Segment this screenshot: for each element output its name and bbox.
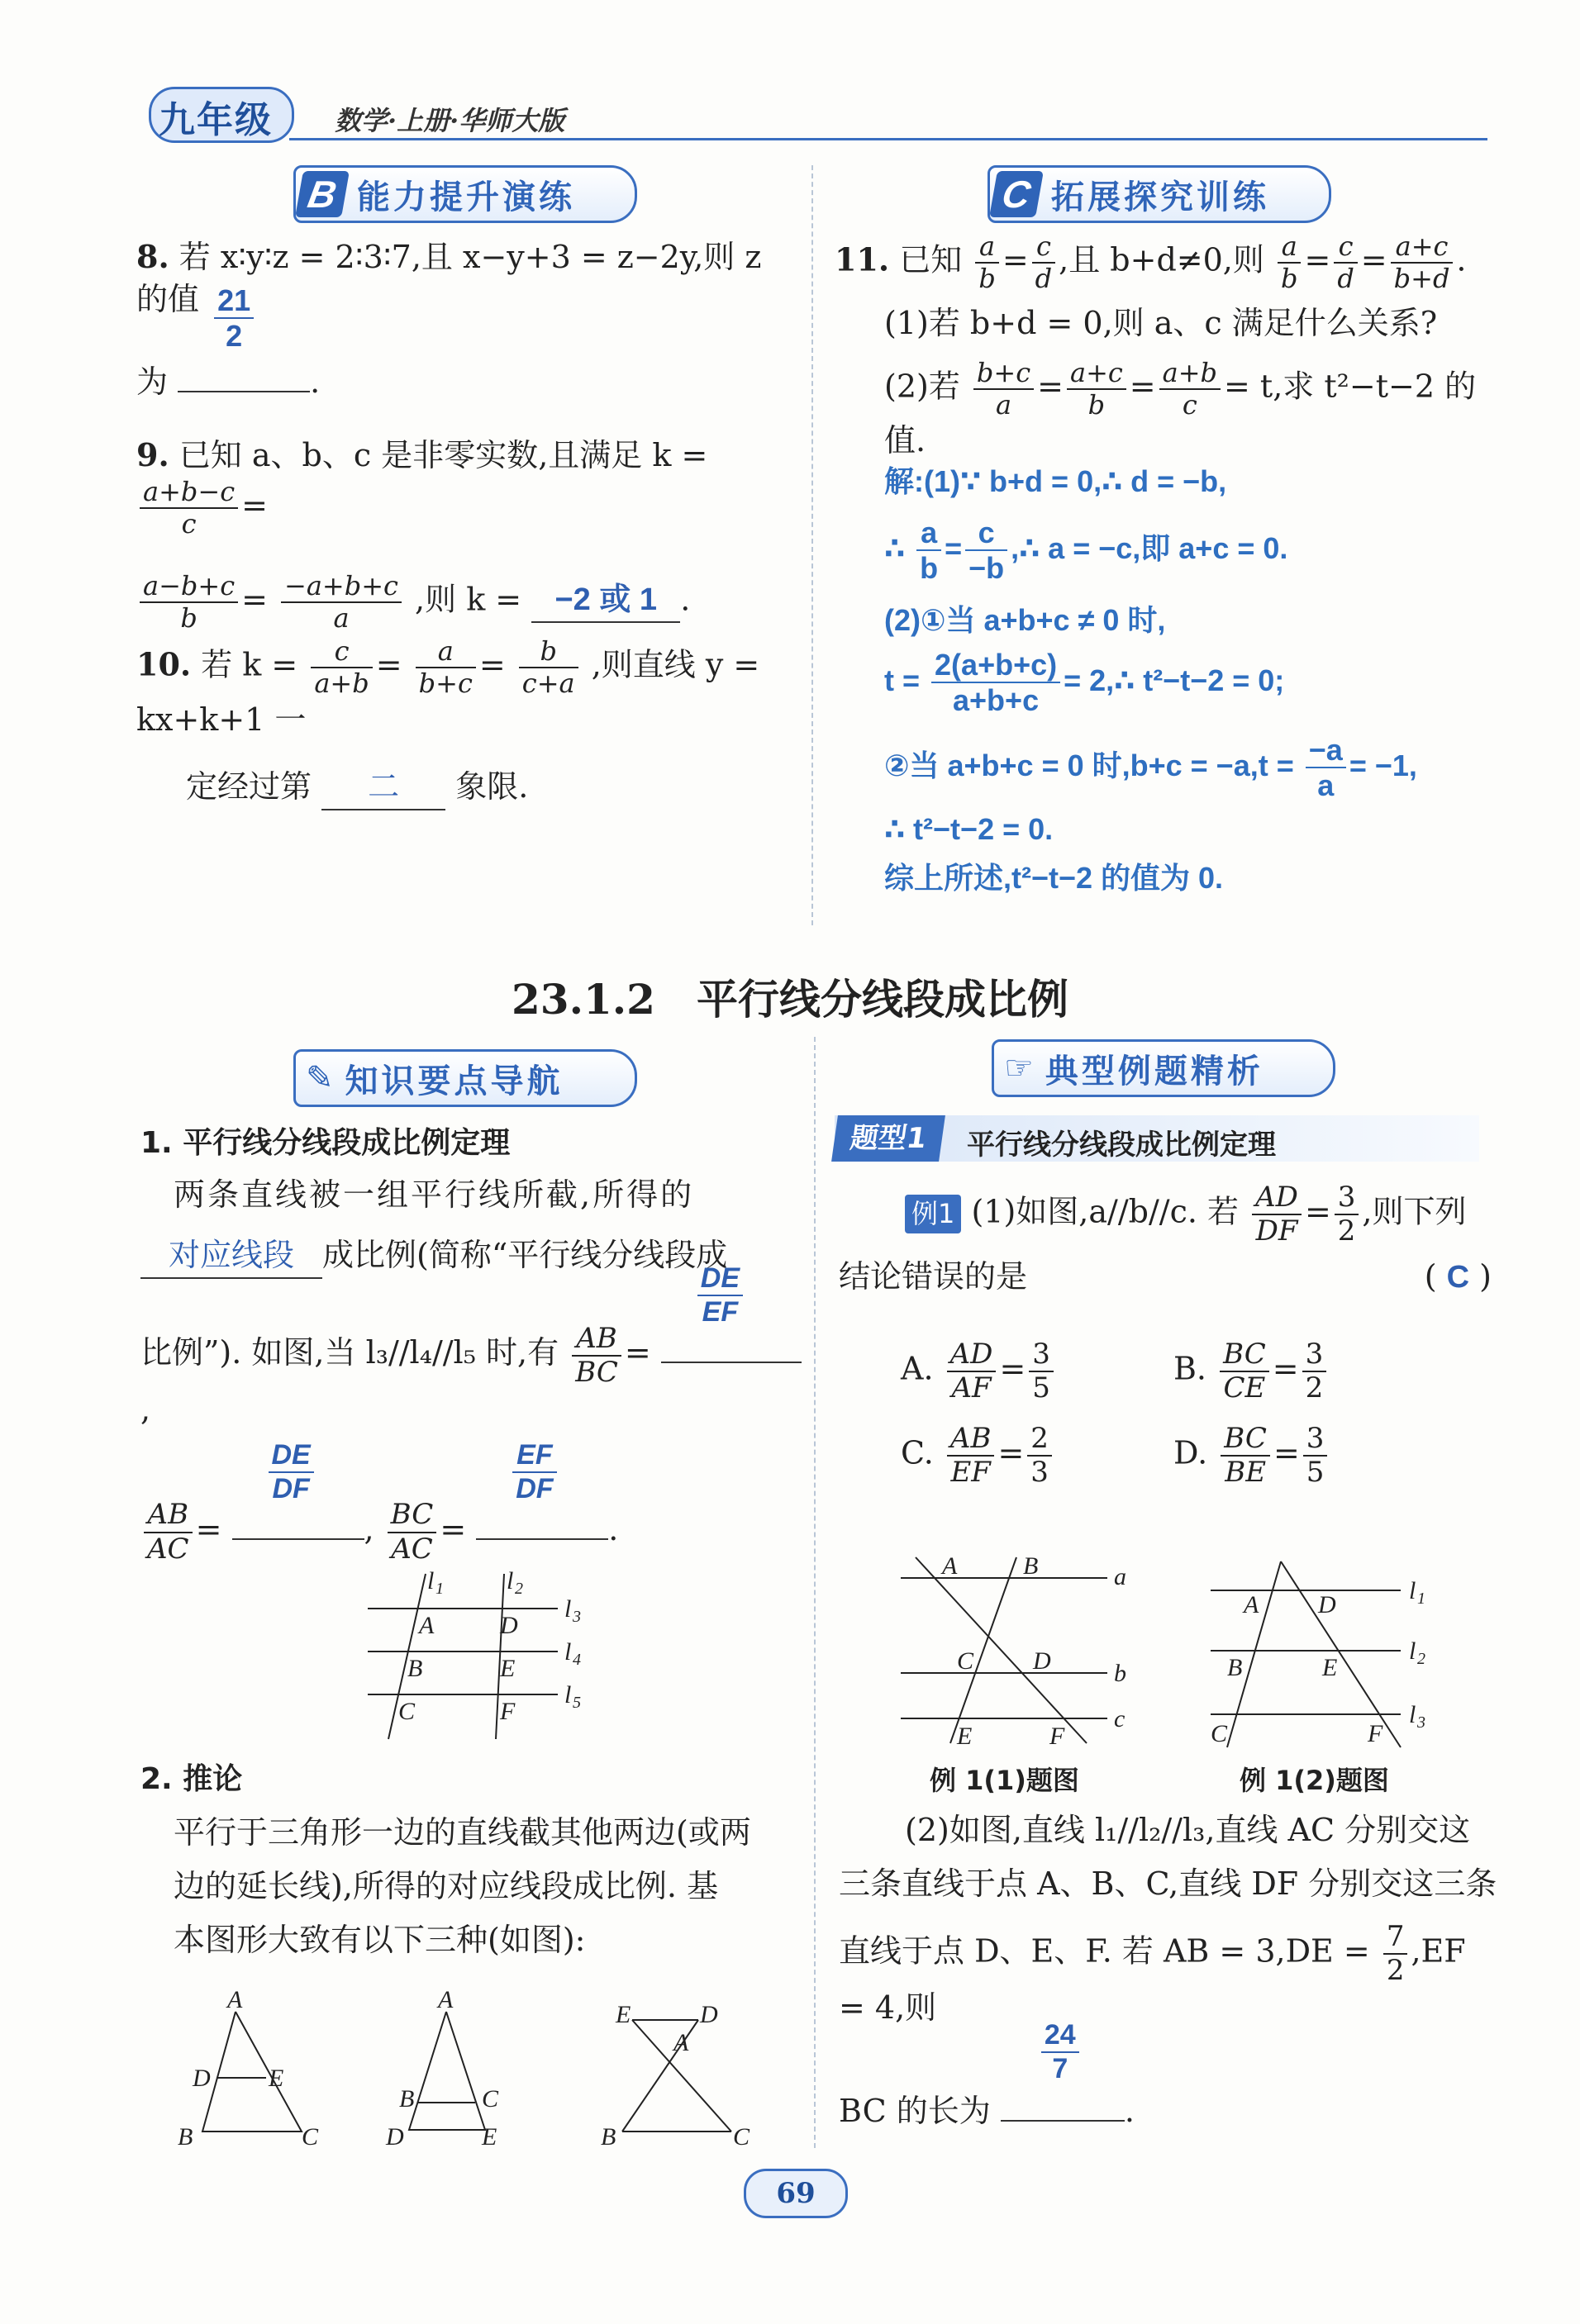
section-c-heading: [988, 165, 1331, 223]
q11-solution: 解:(1)∵ b+d = 0,∴ d = −b, ∴ $\frac{a}{b}$ = $\frac{c}{-b}$ ,∴ a = −c,即 a+c = 0. (2)①当 a+b+c ≠ 0 时, t = $\frac{2(a+b+c)}{a+b+c}$ = 2,∴ t²−t−2 = 0; ②当 a+b+c = 0 时,b+c = −a,t = $\frac{-a}{a}$ = −1, ∴ t²−t−2 = 0. 综上所述,t²−t−2 的值为 0.: [884, 459, 1521, 897]
svg-text:c: c: [1114, 1705, 1126, 1732]
page-number: 69: [776, 2177, 816, 2210]
svg-text:l: l: [564, 1595, 572, 1623]
grade-label: 九年级: [159, 99, 273, 141]
svg-text:C: C: [302, 2123, 319, 2148]
svg-text:B: B: [1227, 1654, 1243, 1681]
type1-title: 平行线分线段成比例定理: [967, 1129, 1276, 1162]
ex1-answer: C: [1446, 1260, 1470, 1295]
svg-text:D: D: [193, 2065, 211, 2092]
figure-triangle-3: [591, 1991, 773, 2148]
sol-line-1: 解:(1)∵ b+d = 0,∴ d = −b,: [884, 464, 1227, 498]
svg-text:C: C: [482, 2085, 499, 2113]
q10-answer: 二: [368, 769, 400, 805]
svg-text:A: A: [227, 1991, 243, 2013]
svg-text:D: D: [1033, 1647, 1051, 1675]
caption-ex1-1: 例 1(1)题图: [930, 1765, 1079, 1796]
section-b-letter: B: [295, 171, 350, 217]
svg-text:B: B: [1023, 1552, 1039, 1580]
svg-text:C: C: [733, 2123, 750, 2148]
svg-text:l: l: [1409, 1577, 1416, 1604]
svg-text:D: D: [1318, 1591, 1336, 1618]
q11-number: 11.: [835, 240, 890, 278]
svg-text:l: l: [564, 1681, 572, 1709]
knowledge-2: 2. 推论 平行于三角形一边的直线截其他两边(或两 边的延长线),所得的对应线段成比例. 基 本图形大致有以下三种(如图):: [140, 1760, 802, 1961]
q8-number: 8.: [136, 238, 169, 275]
svg-text:E: E: [269, 2065, 284, 2092]
sol-line-7: ∴ t²−t−2 = 0.: [884, 812, 1054, 847]
svg-text:a: a: [1114, 1563, 1126, 1590]
svg-text:A: A: [942, 1552, 958, 1580]
option-a[interactable]: A. $\frac{AD}{AF}$ = $\frac{3}{5}$: [901, 1338, 1173, 1404]
q9-answer: −2 或 1: [554, 582, 658, 618]
svg-text:l: l: [1409, 1701, 1416, 1728]
svg-text:B: B: [601, 2123, 616, 2148]
figure-triangle-2: [376, 1991, 541, 2148]
caption-ex1-2: 例 1(2)题图: [1240, 1765, 1389, 1796]
svg-text:E: E: [1322, 1654, 1338, 1681]
k1-blank-4[interactable]: $\frac{EF}{DF}$: [476, 1497, 608, 1540]
q9-text: 已知 a、b、c 是非零实数,且满足 k =: [178, 437, 708, 473]
q10-answer-blank[interactable]: [321, 766, 445, 810]
svg-text:C: C: [1211, 1720, 1228, 1747]
svg-text:b: b: [1114, 1660, 1126, 1687]
q8-text-b: 为: [136, 363, 169, 400]
svg-text:E: E: [957, 1723, 973, 1750]
svg-text:2: 2: [515, 1580, 523, 1598]
page-header: [124, 87, 1487, 145]
svg-text:C: C: [957, 1647, 974, 1675]
knowledge-title: 知识要点导航: [345, 1062, 564, 1100]
lightbulb-icon: ✎: [306, 1059, 334, 1097]
svg-text:l: l: [564, 1638, 572, 1666]
examples-title: 典型例题精析: [1045, 1052, 1264, 1091]
svg-text:F: F: [1368, 1720, 1383, 1747]
page-number-badge: [744, 2169, 848, 2218]
svg-text:D: D: [386, 2123, 404, 2148]
q10-number: 10.: [136, 645, 192, 683]
svg-text:1: 1: [1417, 1590, 1425, 1608]
svg-text:C: C: [398, 1698, 416, 1725]
svg-text:B: B: [178, 2123, 193, 2148]
section-b-heading: [293, 165, 637, 223]
svg-text:3: 3: [573, 1608, 581, 1626]
question-11: 11. 已知 $\frac{a}{b}$ = $\frac{c}{d}$ ,且 b+d≠0,则 $\frac{a}{b}$ = $\frac{c}{d}$ = $\frac{a+c}{b+d}$ . (1)若 b+d = 0,则 a、c 满足什么关系? (2)若 $\frac{b+c}{a}$ = $\frac{a+c}{b}$ = $\frac{a+b}{c}$ = t,求 t²−t−2 的值.: [835, 231, 1512, 463]
svg-text:F: F: [1049, 1723, 1065, 1750]
svg-text:l: l: [427, 1567, 435, 1594]
q11-sub1: (1)若 b+d = 0,则 a、c 满足什么关系?: [884, 304, 1438, 341]
svg-text:E: E: [500, 1655, 516, 1682]
knowledge-1: 1. 平行线分线段成比例定理 两条直线被一组平行线所截,所得的 对应线段 成比例(简称“平行线分线段成 比例”). 如图,当 l₃//l₄//l₅ 时,有 $\frac{AB}{BC}$ = $\frac{DE}{EF}$ , $\frac{AB}{AC}$ = $\frac{DE}{DF}$ , $\frac{BC}{AC}$ = $\frac{EF}{DF}$ .: [140, 1124, 802, 1566]
figure-triangle-1: [169, 1991, 335, 2148]
section-title: 23.1.2 平行线分线段成比例: [512, 975, 1068, 1024]
svg-text:1: 1: [435, 1580, 444, 1598]
svg-text:E: E: [616, 2001, 631, 2028]
figure-parallel-lines: [359, 1566, 599, 1756]
type1-bar: [835, 1115, 1479, 1162]
svg-text:l: l: [507, 1567, 514, 1594]
section-b-title: 能力提升演练: [357, 178, 575, 216]
question-10: 10. 若 k = $\frac{c}{a+b}$ = $\frac{a}{b+c}$ = $\frac{b}{c+a}$ ,则直线 y = kx+k+1 一 定经过第 二 象限.: [136, 636, 806, 810]
svg-text:A: A: [673, 2029, 689, 2056]
pointer-icon: ☞: [1004, 1049, 1034, 1087]
example-1-part-2: (2)如图,直线 l₁//l₂//l₃,直线 AC 分别交这 三条直线于点 A、B、C,直线 DF 分别交这三条 直线于点 D、E、F. 若 AB = 3,DE = $\frac{7}{2}$ ,EF = 4,则 BC 的长为 $\frac{24}{7}$ .: [839, 1812, 1497, 2130]
q8-answer-blank[interactable]: [178, 283, 310, 392]
svg-text:D: D: [500, 1612, 518, 1639]
svg-text:B: B: [407, 1655, 423, 1682]
svg-text:E: E: [482, 2123, 497, 2148]
svg-text:A: A: [1244, 1591, 1259, 1618]
header-rule: [289, 138, 1487, 140]
svg-text:2: 2: [1417, 1650, 1425, 1668]
option-c[interactable]: C. $\frac{AB}{EF}$ = $\frac{2}{3}$: [901, 1423, 1173, 1489]
k1-blank-3[interactable]: $\frac{DE}{DF}$: [232, 1497, 364, 1540]
svg-text:3: 3: [1417, 1713, 1425, 1732]
section-c-letter: C: [989, 171, 1044, 217]
svg-text:B: B: [399, 2085, 415, 2113]
figure-example-1-1: [892, 1549, 1140, 1751]
ex1-options: [901, 1338, 1496, 1489]
ex1-answer-paren[interactable]: ( C ): [1424, 1258, 1492, 1295]
svg-text:F: F: [500, 1698, 516, 1725]
column-divider-bottom: [814, 1037, 816, 2148]
figure-example-1-2: [1202, 1553, 1450, 1751]
svg-text:l: l: [1409, 1637, 1416, 1665]
question-8: 8. 若 x∶y∶z = 2∶3∶7,且 x−y+3 = z−2y,则 z 的值 为 $\frac{21}{2}$ .: [136, 238, 762, 400]
svg-text:A: A: [438, 1991, 454, 2013]
column-divider-top: [811, 165, 813, 925]
question-9: 9. 已知 a、b、c 是非零实数,且满足 k = $\frac{a+b-c}{c}$ = $\frac{a-b+c}{b}$ = $\frac{-a+b+c}{a}$ ,则 k = −2 或 1 .: [136, 436, 708, 634]
type1-tag: 题型1: [831, 1115, 945, 1162]
examples-heading: [992, 1039, 1335, 1097]
q8-text: 若 x∶y∶z = 2∶3∶7,且 x−y+3 = z−2y,则 z 的值: [136, 239, 762, 318]
option-d[interactable]: D. $\frac{BC}{BE}$ = $\frac{3}{5}$: [1173, 1423, 1330, 1489]
k2-heading: 2. 推论: [140, 1762, 243, 1796]
k1-answer: 对应线段: [168, 1238, 294, 1273]
ex1-tag: 例1: [905, 1195, 961, 1233]
q9-number: 9.: [136, 436, 169, 473]
k1-heading: 1. 平行线分线段成比例定理: [140, 1126, 511, 1160]
q8-answer: $\frac{21}{2}$: [214, 283, 254, 354]
svg-text:4: 4: [573, 1651, 581, 1669]
ex1-p2-answer-blank[interactable]: $\frac{24}{7}$: [1001, 2079, 1125, 2122]
option-b[interactable]: B. $\frac{BC}{CE}$ = $\frac{3}{2}$: [1173, 1338, 1330, 1404]
svg-text:5: 5: [573, 1694, 581, 1712]
header-subtitle: 数学·上册·华师大版: [335, 105, 565, 136]
sol-line-8: 综上所述,t²−t−2 的值为 0.: [884, 861, 1224, 896]
svg-text:D: D: [700, 2001, 718, 2028]
k1-blank-2[interactable]: $\frac{DE}{EF}$: [661, 1320, 802, 1363]
sol-line-3: (2)①当 a+b+c ≠ 0 时,: [884, 602, 1166, 637]
k1-answer-blank[interactable]: [140, 1234, 322, 1279]
svg-text:A: A: [419, 1612, 435, 1639]
example-1: 例1 (1)如图,a//b//c. 若 $\frac{AD}{DF}$ = $\frac{3}{2}$ ,则下列 结论错误的是 ( C ): [839, 1181, 1500, 1299]
q9-answer-blank[interactable]: [531, 578, 680, 623]
section-c-title: 拓展探究训练: [1051, 178, 1269, 216]
knowledge-heading: [293, 1049, 637, 1107]
